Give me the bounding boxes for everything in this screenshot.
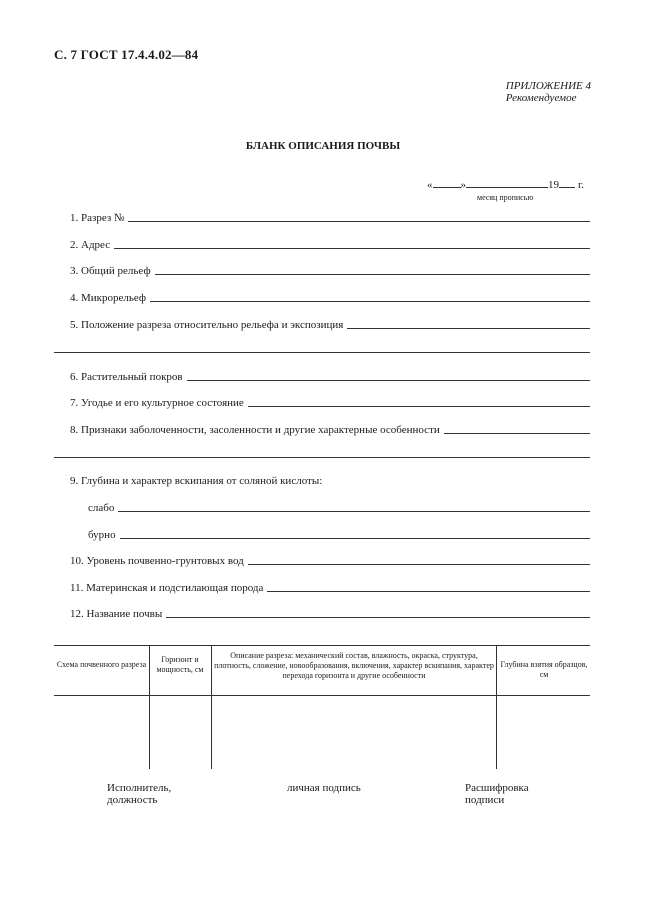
field-label: 11. Материнская и подстилающая порода — [70, 582, 264, 594]
field-vegetation — [70, 369, 590, 383]
continuation-line — [54, 457, 590, 458]
date-day-line — [433, 177, 461, 188]
soil-profile-table — [54, 645, 590, 769]
signature-personal: личная подпись — [287, 782, 361, 794]
fill-line — [155, 274, 590, 275]
field-land-state — [70, 395, 590, 409]
field-label: 10. Уровень почвенно-грунтовых вод — [70, 555, 244, 567]
col-header-description: Описание разреза: механический состав, влажность, окраска, структура, плотность, сложение, новообразования, включения, характер вскипания, характер перехода горизонта и другие особенности — [214, 651, 494, 680]
col-header-depth: Глубина взятия образцов, см — [500, 660, 588, 679]
field-label: 3. Общий рельеф — [70, 265, 151, 277]
field-groundwater — [70, 553, 590, 567]
appendix-title: ПРИЛОЖЕНИЕ 4 — [505, 80, 591, 92]
appendix-block — [506, 80, 591, 104]
field-section-position — [70, 317, 590, 331]
fill-line — [187, 380, 590, 381]
fill-line — [118, 511, 590, 512]
field-label: бурно — [88, 529, 116, 541]
field-effervescence-weak — [88, 500, 590, 514]
field-label: 5. Положение разреза относительно рельефа и экспозиция — [70, 319, 344, 331]
field-label: слабо — [88, 502, 115, 514]
field-label: 9. Глубина и характер вскипания от соляной кислоты: — [70, 475, 323, 487]
field-parent-rock — [70, 580, 590, 594]
field-label: 2. Адрес — [70, 239, 111, 251]
fill-line — [166, 617, 590, 618]
field-label: 6. Растительный покров — [70, 371, 183, 383]
field-soil-name — [70, 606, 590, 620]
field-waterlogging — [70, 422, 590, 436]
fill-line — [444, 433, 590, 434]
field-effervescence-strong — [88, 527, 590, 541]
field-label: 1. Разрез № — [70, 212, 125, 224]
field-effervescence — [70, 473, 590, 487]
field-label: 12. Название почвы — [70, 608, 163, 620]
fill-line — [114, 248, 590, 249]
table-divider — [496, 646, 497, 769]
field-section-number — [70, 210, 590, 224]
field-label: 8. Признаки заболоченности, засоленности и другие характерные особенности — [70, 424, 440, 436]
table-divider — [211, 646, 212, 769]
page-header: С. 7 ГОСТ 17.4.4.02—84 — [54, 47, 199, 62]
signature-decoding: Расшифровка подписи — [465, 782, 529, 806]
date-month-line — [466, 177, 548, 188]
fill-line — [150, 301, 590, 302]
col-header-horizon: Горизонт и мощность, см — [156, 655, 204, 674]
form-title: БЛАНК ОПИСАНИЯ ПОЧВЫ — [245, 140, 401, 152]
field-general-relief — [70, 263, 590, 277]
fill-line — [128, 221, 590, 222]
fill-line — [267, 591, 590, 592]
table-divider — [149, 646, 150, 769]
date-caption: месяц прописью — [477, 193, 534, 202]
table-header-rule — [54, 695, 590, 696]
appendix-subtitle: Рекомендуемое — [505, 92, 577, 104]
date-open-quote: « — [427, 179, 433, 191]
col-header-scheme: Схема почвенного разреза — [56, 660, 147, 669]
fill-line — [347, 328, 590, 329]
date-year: 19 — [548, 179, 559, 191]
date-year-line — [559, 177, 575, 188]
field-label: 7. Угодье и его культурное состояние — [70, 397, 244, 409]
field-microrelief — [70, 290, 590, 304]
date-field — [427, 177, 592, 207]
fill-line — [120, 538, 590, 539]
date-suffix: г. — [578, 179, 585, 191]
fill-line — [248, 406, 590, 407]
date-close-quote: » — [460, 179, 466, 191]
field-address — [70, 237, 590, 251]
field-label: 4. Микрорельеф — [70, 292, 147, 304]
signature-executor: Исполнитель, должность — [107, 782, 172, 806]
fill-line — [248, 564, 590, 565]
continuation-line — [54, 352, 590, 353]
